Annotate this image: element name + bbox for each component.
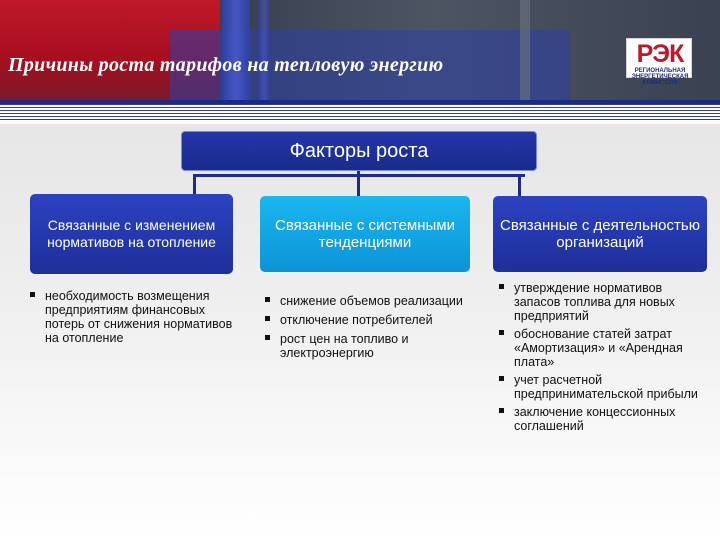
header-divider-stripes <box>0 104 720 122</box>
bullet-icon <box>265 335 270 340</box>
rek-logo <box>626 38 692 86</box>
list-item-text: учет расчетной предпринимательской прибыли <box>514 373 698 401</box>
list-item-text: рост цен на топливо и электроэнергию <box>280 332 409 360</box>
connector-center <box>357 171 360 196</box>
connector-horizontal <box>195 174 525 177</box>
bullet-icon <box>30 292 35 297</box>
category-box-systemic: Связанные с системными тенденциями <box>260 196 470 272</box>
bullet-icon <box>499 376 504 381</box>
list-item <box>30 289 235 345</box>
list-item-text: обоснование статей затрат «Амортизация» и «Арендная плата» <box>514 327 683 369</box>
bullet-icon <box>499 408 504 413</box>
connector-left <box>193 174 196 196</box>
bullet-icon <box>499 284 504 289</box>
list-item <box>499 327 709 369</box>
logo-subtext: РЕГИОНАЛЬНАЯ ЭНЕРГЕТИЧЕСКАЯ КОМИССИЯ <box>631 68 689 86</box>
list-item <box>499 373 709 401</box>
factor-list-organizations <box>499 281 709 437</box>
root-factor-box: Факторы роста <box>181 131 537 171</box>
header-stripe <box>222 0 250 100</box>
list-item-text: необходимость возмещения предприятиям финансовых потерь от снижения нормативов на отопление <box>45 289 233 345</box>
list-item-text: отключение потребителей <box>280 313 433 327</box>
header-banner <box>0 0 720 100</box>
bullet-icon <box>499 330 504 335</box>
list-item-text: утверждение нормативов запасов топлива для новых предприятий <box>514 281 675 323</box>
bullet-icon <box>265 297 270 302</box>
category-box-normatives: Связанные с изменением нормативов на отопление <box>30 194 233 274</box>
factor-list-systemic <box>265 294 480 365</box>
list-item-text: заключение концессионных соглашений <box>514 405 676 433</box>
header-stripe <box>520 0 530 100</box>
list-item <box>265 294 480 308</box>
logo-text: РЭК <box>636 40 684 68</box>
connector-right <box>518 174 521 196</box>
list-item <box>499 281 709 323</box>
page-title: Причины роста тарифов на тепловую энергию <box>8 54 444 76</box>
list-item <box>265 332 480 360</box>
category-box-organizations: Связанные с деятельностью организаций <box>493 196 707 272</box>
list-item-text: снижение объемов реализации <box>280 294 463 308</box>
factor-list-normatives <box>30 289 235 350</box>
list-item <box>499 405 709 433</box>
header-stripe <box>258 0 270 100</box>
list-item <box>265 313 480 327</box>
bullet-icon <box>265 316 270 321</box>
